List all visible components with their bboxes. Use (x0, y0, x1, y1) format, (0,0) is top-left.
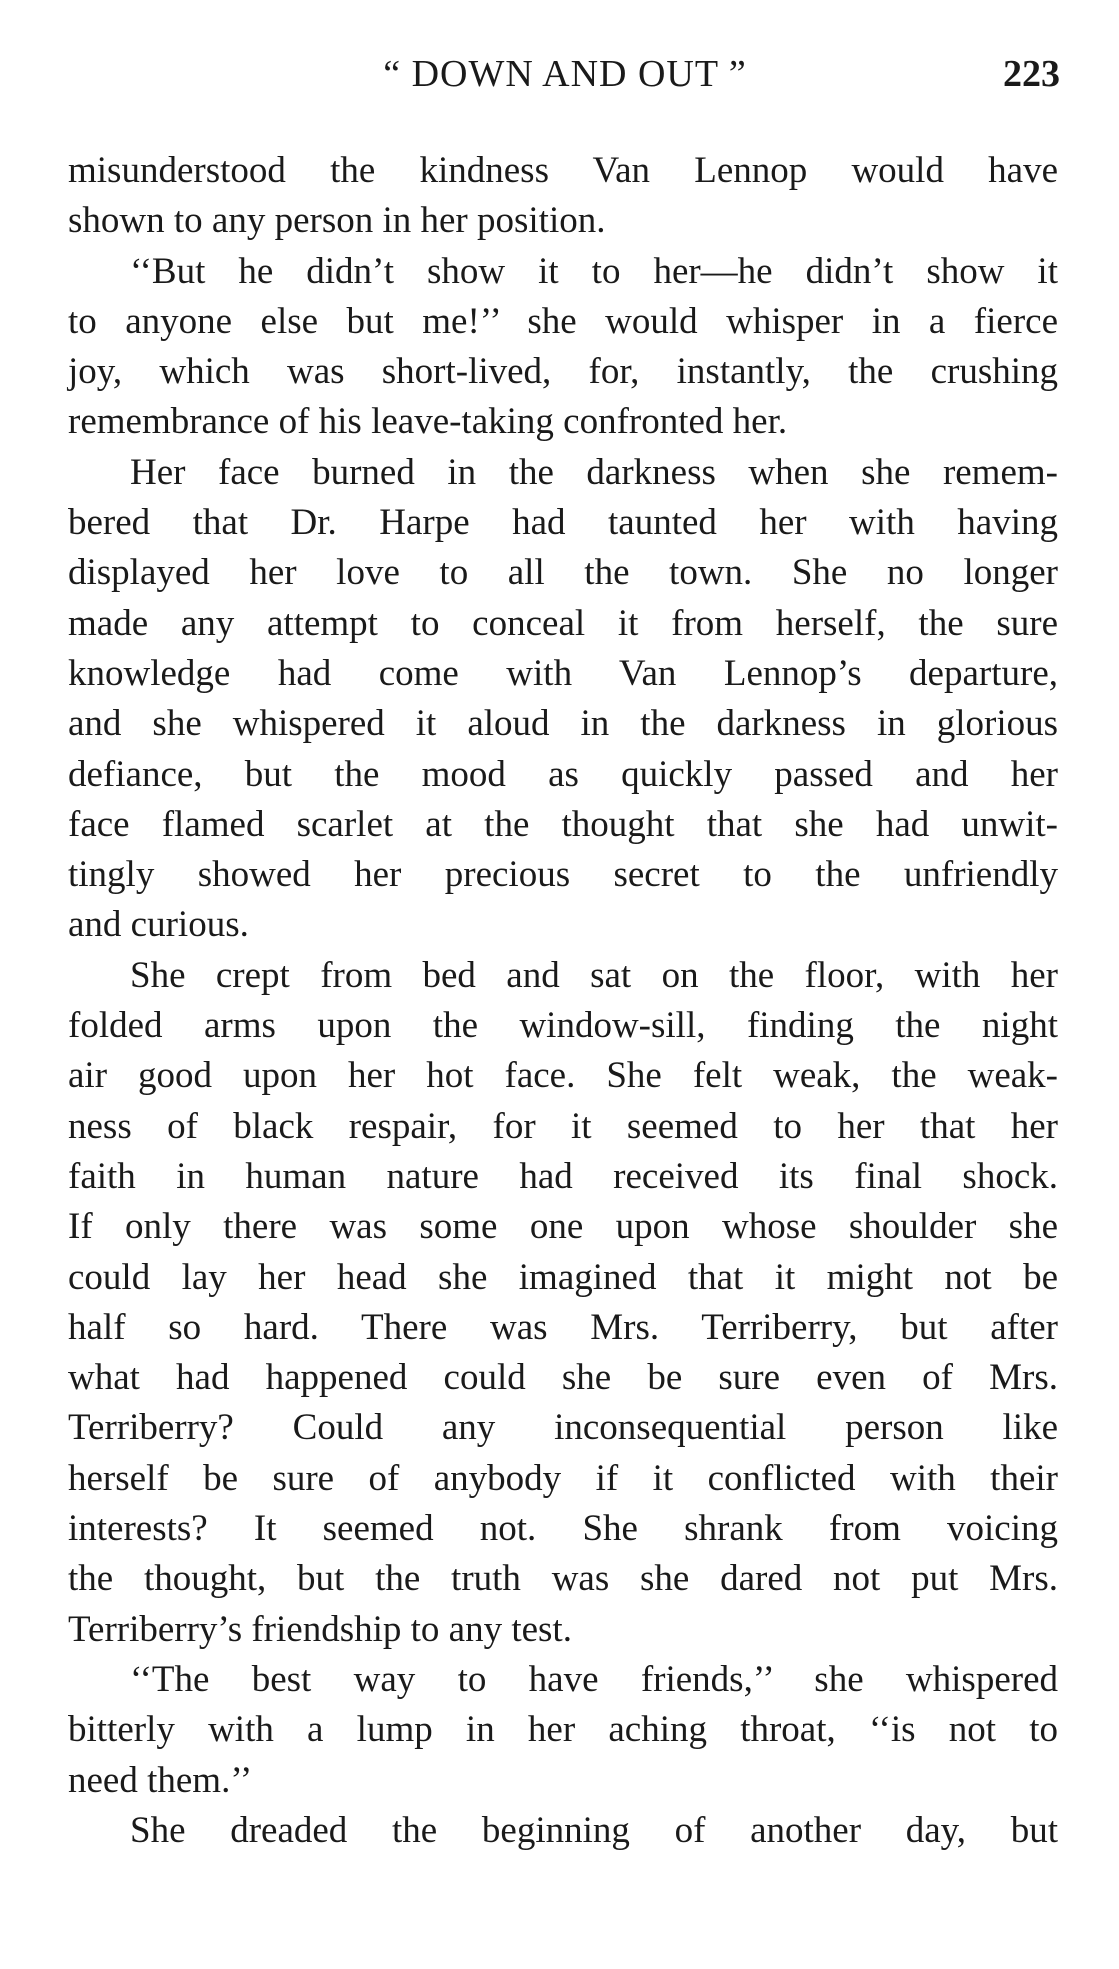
text-line: misunderstood the kindness Van Lennop would have (68, 150, 1058, 191)
paragraph-first-line: ‘‘But he didn’t show it to her—he didn’t show it (130, 250, 1058, 292)
text-line: folded arms upon the window-sill, finding the night (68, 1005, 1058, 1047)
text-line: Terriberry’s friendship to any test. (68, 1608, 572, 1650)
text-line: made any attempt to conceal it from herself, the sure (68, 602, 1058, 644)
text-line: air good upon her hot face. She felt weak, the weak- (68, 1055, 1058, 1097)
text-line: If only there was some one upon whose shoulder she (68, 1206, 1058, 1248)
text-line: faith in human nature had received its final shock. (68, 1155, 1058, 1197)
running-title: “ DOWN AND OUT ” (383, 53, 747, 95)
page-number: 223 (1003, 53, 1060, 95)
text-line: bered that Dr. Harpe had taunted her with having (68, 502, 1058, 544)
text-line: face flamed scarlet at the thought that she had unwit- (68, 803, 1058, 845)
text-line: herself be sure of anybody if it conflicted with their (68, 1457, 1058, 1499)
text-line: remembrance of his leave-taking confronted her. (68, 401, 788, 443)
text-line: Terriberry? Could any inconsequential person like (68, 1407, 1058, 1449)
text-line: ness of black respair, for it seemed to her that her (68, 1105, 1058, 1147)
running-head (70, 52, 1060, 108)
text-line: half so hard. There was Mrs. Terriberry, but after (68, 1306, 1058, 1348)
paragraph-first-line: Her face burned in the darkness when she remem- (130, 451, 1058, 493)
body-text (68, 146, 1058, 1856)
text-line: tingly showed her precious secret to the unfriendly (68, 854, 1058, 896)
text-line: to anyone else but me!’’ she would whisper in a fierce (68, 300, 1058, 342)
text-line: knowledge had come with Van Lennop’s departure, (68, 652, 1058, 694)
text-line: joy, which was short-lived, for, instantly, the crushing (68, 351, 1058, 393)
paragraph-first-line: ‘‘The best way to have friends,’’ she whispered (130, 1658, 1058, 1700)
text-line: need them.’’ (68, 1759, 253, 1801)
text-line: interests? It seemed not. She shrank from voicing (68, 1508, 1058, 1550)
text-line: what had happened could she be sure even of Mrs. (68, 1357, 1058, 1399)
text-line: displayed her love to all the town. She no longer (68, 552, 1058, 594)
text-line: shown to any person in her position. (68, 200, 606, 242)
paragraph-first-line: She crept from bed and sat on the floor, with her (130, 954, 1058, 996)
paragraph-first-line: She dreaded the beginning of another day, but (130, 1809, 1058, 1851)
text-line: could lay her head she imagined that it might not be (68, 1256, 1058, 1298)
text-line: the thought, but the truth was she dared not put Mrs. (68, 1558, 1058, 1600)
text-line: bitterly with a lump in her aching throat, ‘‘is not to (68, 1709, 1058, 1751)
text-line: defiance, but the mood as quickly passed and her (68, 753, 1058, 795)
text-line: and she whispered it aloud in the darkness in glorious (68, 703, 1058, 745)
text-line: and curious. (68, 904, 249, 946)
